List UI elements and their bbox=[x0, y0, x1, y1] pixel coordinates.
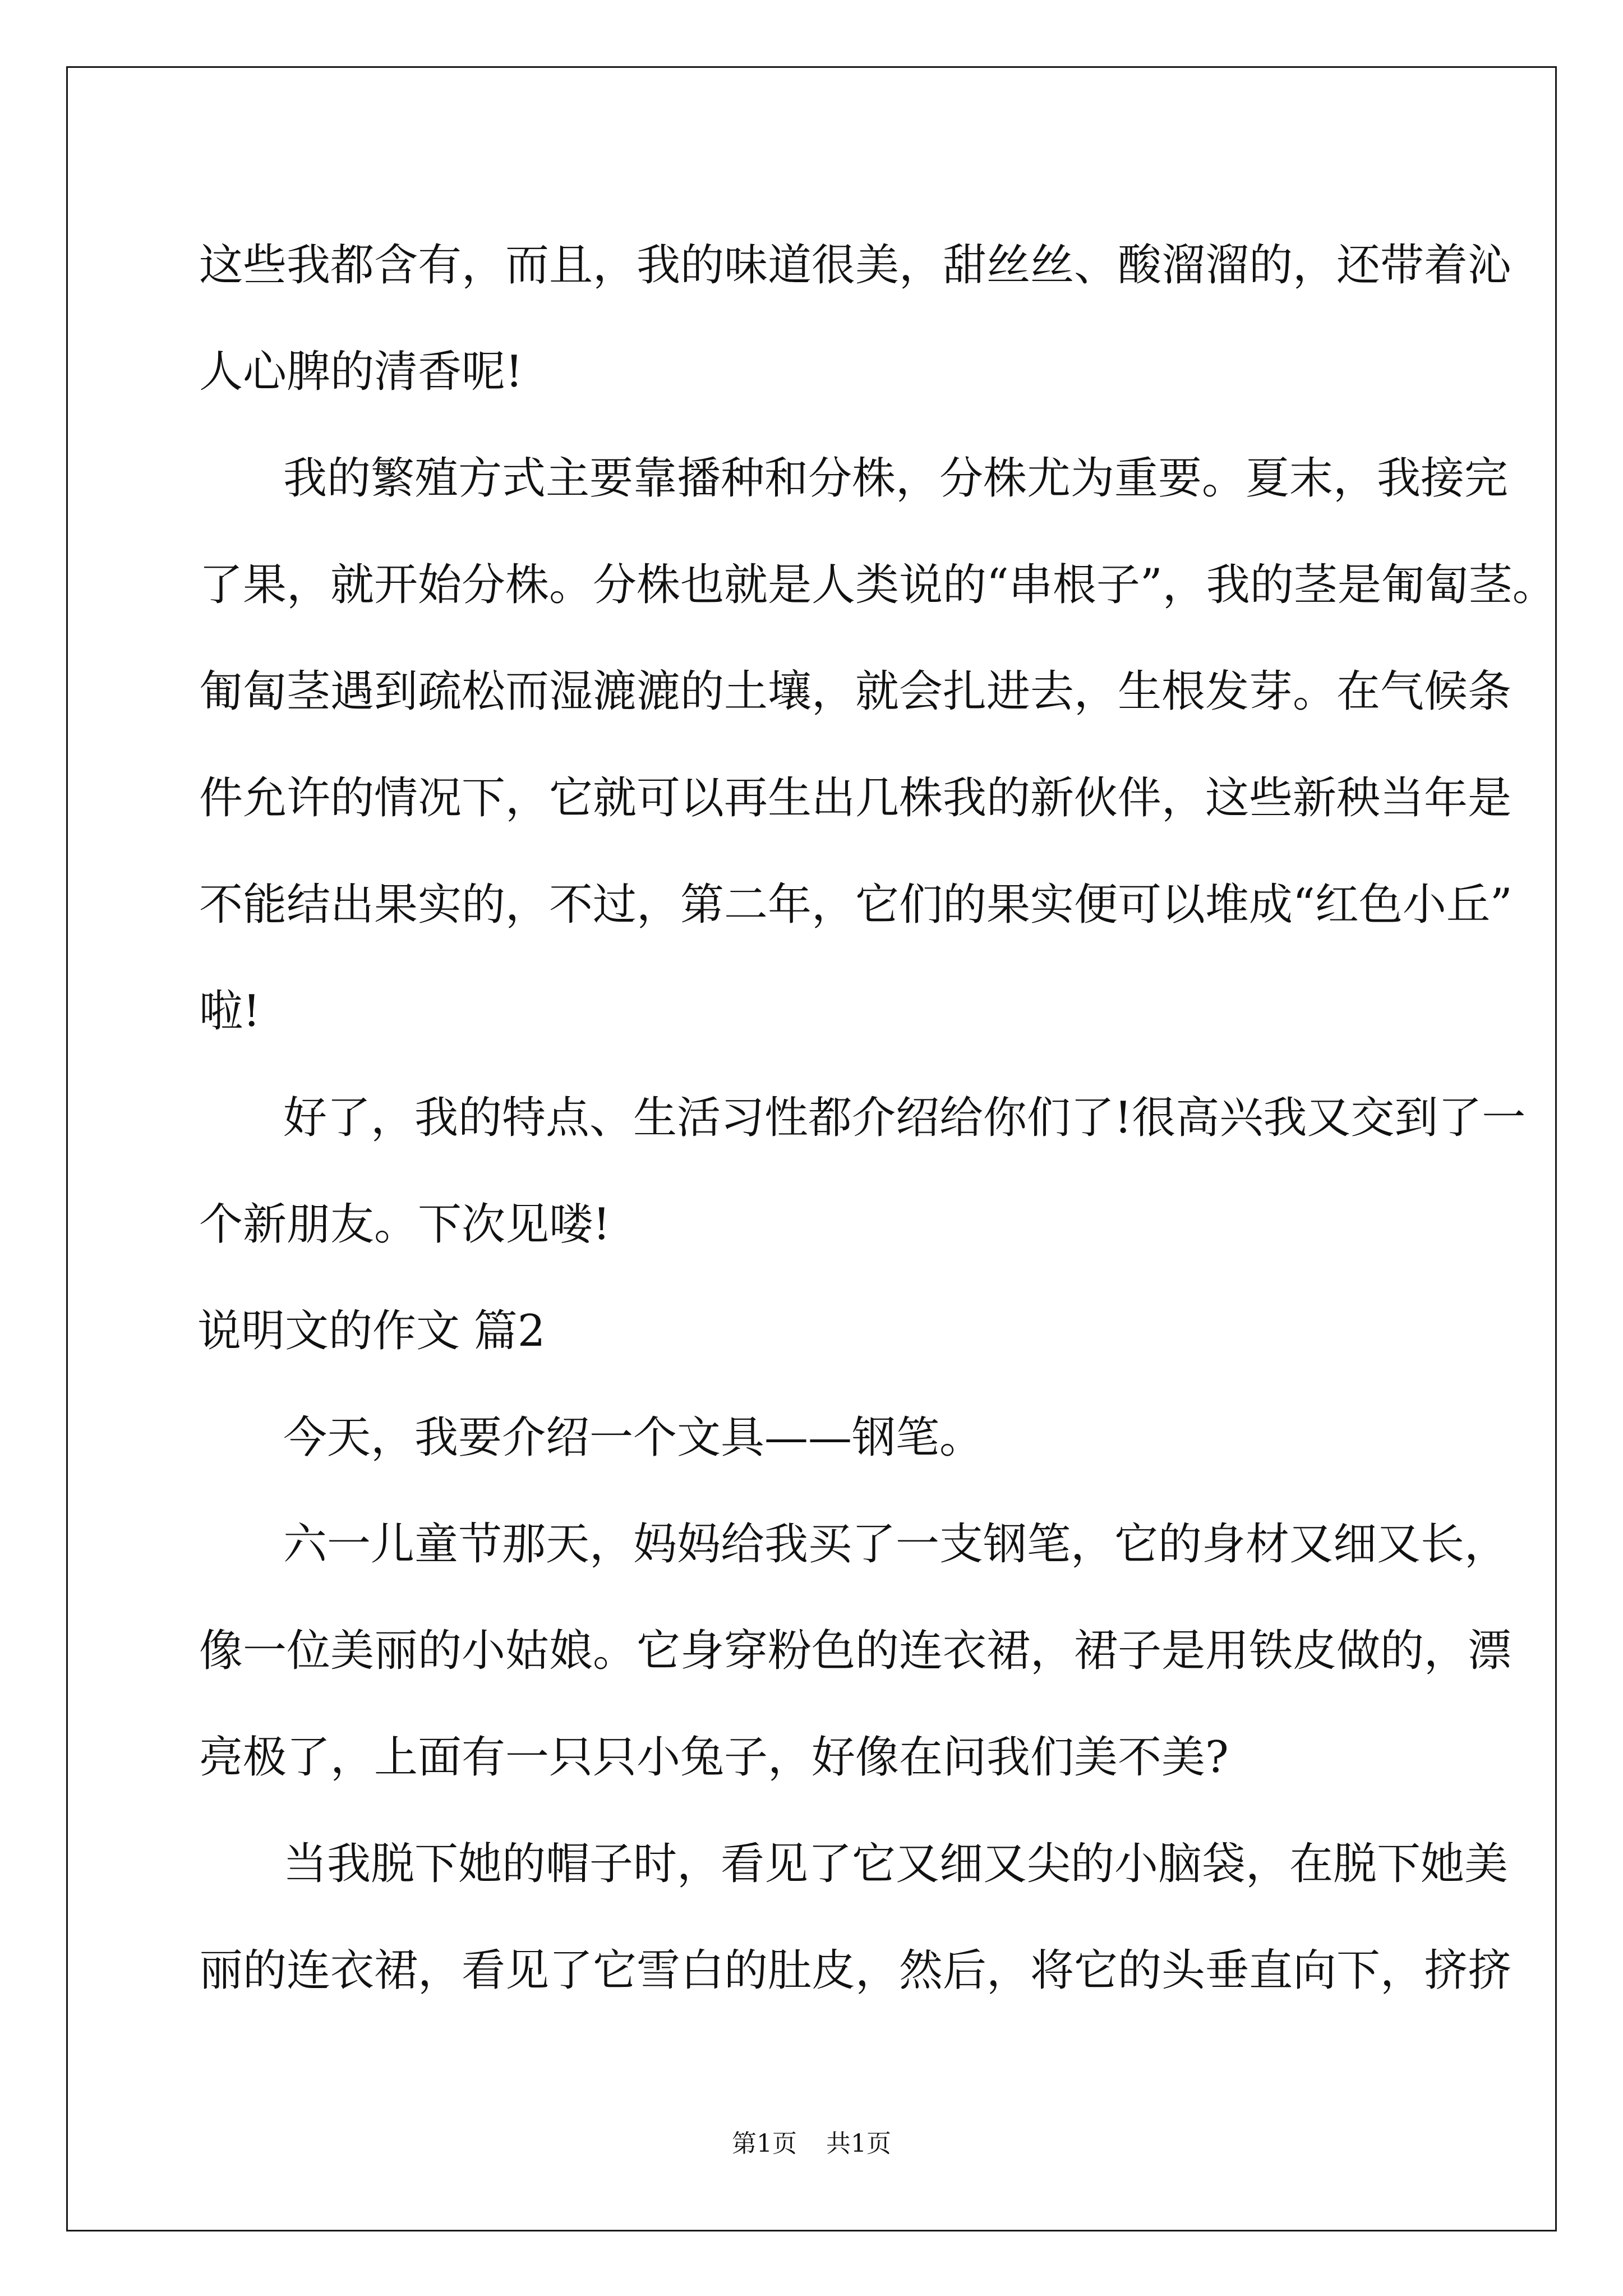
page-footer bbox=[0, 2123, 1623, 2159]
document-body bbox=[197, 212, 1556, 2024]
text-line: 像一位美丽的小姑娘。它身穿粉色的连衣裙，裙子是用铁皮做的，漂 bbox=[199, 1626, 1512, 1676]
text-line: 人心脾的清香呢! bbox=[199, 347, 523, 397]
text-line: 这些我都含有，而且，我的味道很美，甜丝丝、酸溜溜的，还带着沁 bbox=[199, 240, 1512, 291]
paragraph-start-line: 六一儿童节那天，妈妈给我买了一支钢笔，它的身材又细又长， bbox=[283, 1519, 1509, 1570]
paragraph-start-line: 好了，我的特点、生活习性都介绍给你们了!很高兴我又交到了一 bbox=[283, 1093, 1526, 1143]
paragraph-start-line: 当我脱下她的帽子时，看见了它又细又尖的小脑袋，在脱下她美 bbox=[283, 1839, 1509, 1889]
text-line: 个新朋友。下次见喽! bbox=[199, 1199, 611, 1250]
page-number: 第1页 bbox=[732, 2129, 797, 2158]
text-line: 件允许的情况下，它就可以再生出几株我的新伙伴，这些新秧当年是 bbox=[199, 773, 1512, 823]
text-line: 了果，就开始分株。分株也就是人类说的“串根子”，我的茎是匍匐茎。 bbox=[199, 560, 1556, 610]
page-total: 共1页 bbox=[826, 2129, 891, 2158]
text-line: 丽的连衣裙，看见了它雪白的肚皮，然后，将它的头垂直向下，挤挤 bbox=[199, 1945, 1512, 1996]
text-line: 不能结出果实的，不过，第二年，它们的果实便可以堆成“红色小丘” bbox=[199, 880, 1513, 930]
text-line: 啦! bbox=[199, 986, 261, 1037]
paragraph-start-line: 今天，我要介绍一个文具——钢笔。 bbox=[283, 1412, 984, 1463]
section-heading: 说明文的作文 篇2 bbox=[197, 1306, 546, 1356]
text-line: 匍匐茎遇到疏松而湿漉漉的土壤，就会扎进去，生根发芽。在气候条 bbox=[199, 666, 1512, 717]
text-line: 亮极了，上面有一只只小兔子，好像在问我们美不美? bbox=[199, 1732, 1229, 1783]
paragraph-start-line: 我的繁殖方式主要靠播种和分株，分株尤为重要。夏末，我接完 bbox=[283, 453, 1509, 504]
